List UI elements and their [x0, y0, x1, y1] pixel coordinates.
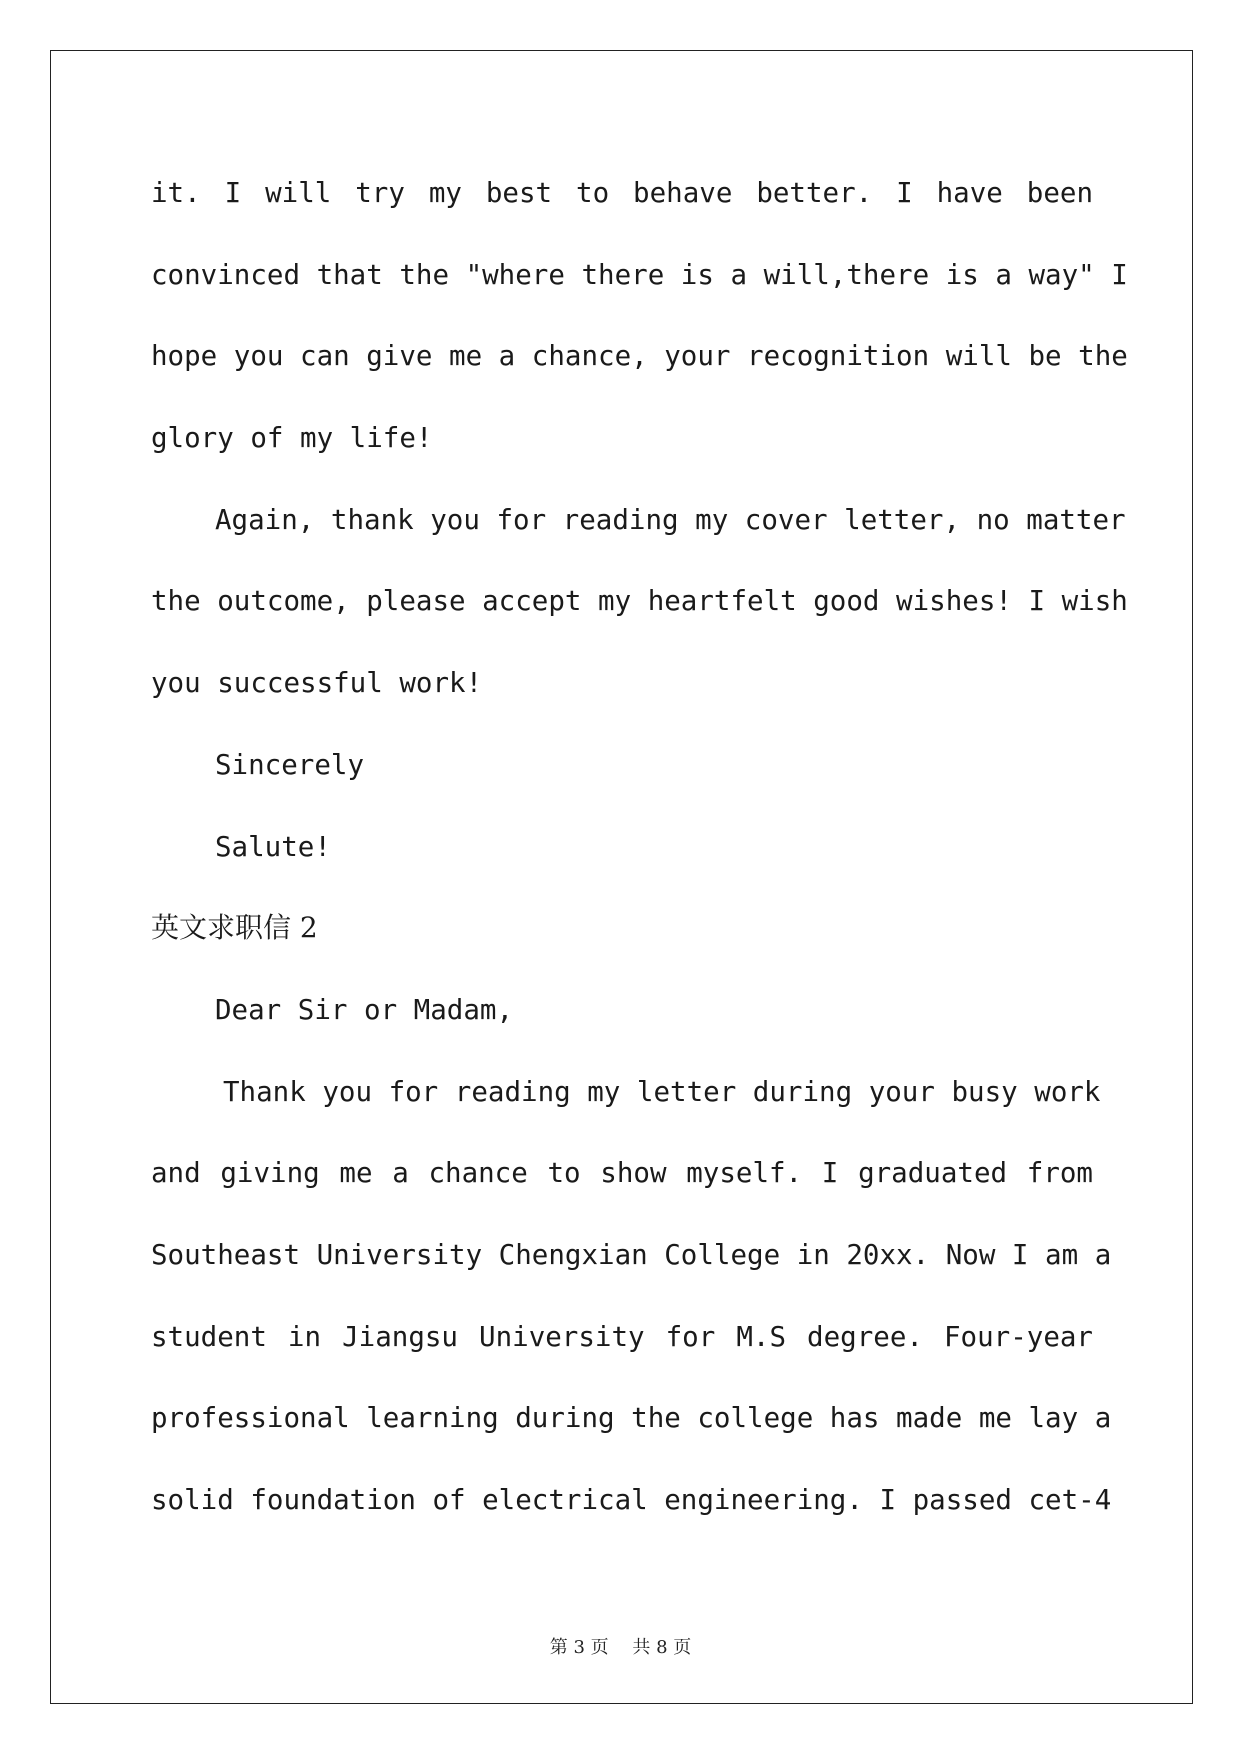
body-line: it. I will try my best to behave better. I have been [151, 177, 1093, 209]
body-line: glory of my life! [151, 422, 433, 455]
body-line: student in Jiangsu University for M.S degree. Four-year [151, 1320, 1093, 1353]
closing-line: Sincerely [215, 748, 365, 781]
body-line: and giving me a chance to show myself. I graduated from [151, 1157, 1093, 1190]
page-total: 共 8 页 [632, 1637, 692, 1658]
body-line: Southeast University Chengxian College in 20xx. Now I am a [151, 1238, 1112, 1271]
body-line: Again, thank you for reading my cover letter, no matter [215, 503, 1126, 536]
body-line: solid foundation of electrical engineering. I passed cet-4 [151, 1484, 1112, 1516]
body-line: you successful work! [151, 667, 483, 700]
salutation-line: Dear Sir or Madam, [215, 993, 514, 1026]
closing-line: Salute! [215, 830, 331, 863]
body-line: the outcome, please accept my heartfelt good wishes! I wish [151, 585, 1128, 618]
body-line: professional learning during the college has made me lay a [151, 1402, 1112, 1435]
page-footer [0, 1633, 1241, 1659]
page-number: 第 3 页 [549, 1637, 609, 1658]
body-line: Thank you for reading my letter during your busy work [223, 1075, 1101, 1108]
document-body [151, 160, 1128, 1549]
body-line: convinced that the "where there is a will,there is a way" I [151, 258, 1128, 291]
body-line: hope you can give me a chance, your recognition will be the [151, 340, 1128, 373]
section-heading: 英文求职信 2 [151, 911, 318, 945]
